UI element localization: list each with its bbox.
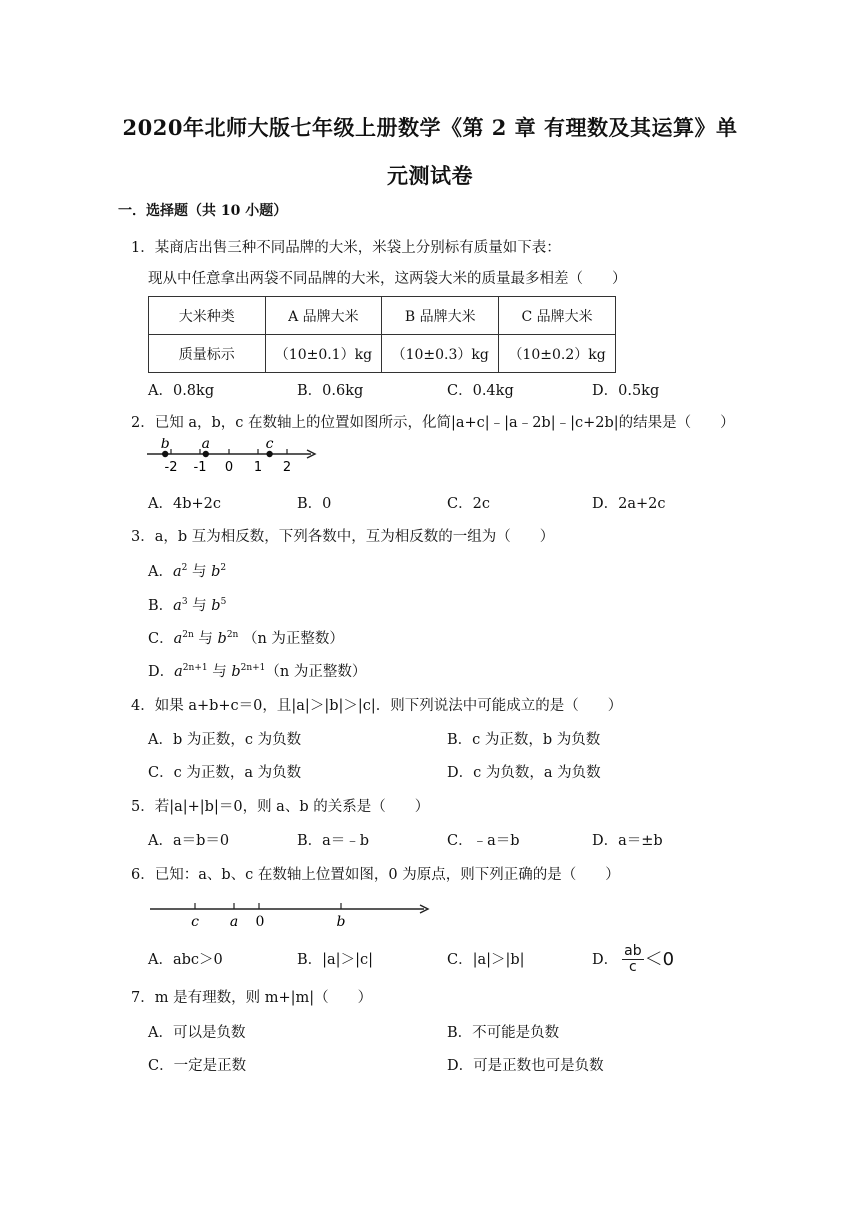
rice-table <box>148 296 616 373</box>
table-cell: （10±0.3）kg <box>382 335 499 373</box>
exponent: 2n <box>182 630 194 641</box>
q6-option-c[interactable]: C．|a|＞|b| <box>447 952 525 968</box>
q3-option-c[interactable] <box>148 629 344 649</box>
tick-label: -2 <box>164 460 178 475</box>
q5-stem: 5．若|a|+|b|＝0，则 a、b 的关系是（ ） <box>131 799 430 815</box>
exponent: 2 <box>181 563 188 574</box>
exponent: 3 <box>181 597 188 608</box>
q4-option-b[interactable]: B．c 为正数，b 为负数 <box>447 732 601 748</box>
connector: 与 <box>187 564 212 580</box>
q3-option-d[interactable] <box>148 662 366 682</box>
table-row <box>149 335 616 373</box>
less-than-zero: ＜0 <box>644 948 675 970</box>
point-label: c <box>265 438 274 452</box>
point-label: a <box>201 438 210 452</box>
table-header-row <box>149 297 616 335</box>
q7-option-d[interactable]: D．可是正数也可是负数 <box>447 1058 604 1074</box>
exponent: 2n+1 <box>240 663 266 674</box>
q5-option-a[interactable]: A．a＝b＝0 <box>148 833 230 849</box>
base: a <box>174 664 183 680</box>
table-cell: A 品牌大米 <box>265 297 382 335</box>
q6-option-a[interactable]: A．abc＞0 <box>148 952 223 968</box>
tick-label: -1 <box>193 460 207 475</box>
base: b <box>211 564 221 580</box>
q1-option-a[interactable]: A．0.8kg <box>148 383 215 399</box>
q2-option-d[interactable]: D．2a+2c <box>592 496 666 512</box>
q1-stem: 1．某商店出售三种不同品牌的大米，米袋上分别标有质量如下表： <box>131 240 561 256</box>
base: b <box>217 631 227 647</box>
q7-option-c[interactable]: C．一定是正数 <box>148 1058 247 1074</box>
point-label-c: c <box>191 914 199 930</box>
fraction-denominator: c <box>629 959 637 975</box>
option-label: D． <box>148 664 175 680</box>
base: a <box>172 564 182 580</box>
q2-number-line <box>145 438 325 478</box>
fraction-ab-over-c <box>622 944 643 975</box>
point-label-a: a <box>229 914 239 930</box>
q3-option-b[interactable] <box>148 596 226 616</box>
exponent: 2 <box>220 563 227 574</box>
fraction-numerator: ab <box>624 943 642 959</box>
exam-title-line2: 元测试卷 <box>387 163 473 188</box>
base: a <box>173 631 183 647</box>
base: b <box>231 664 241 680</box>
connector: 与 <box>187 598 212 614</box>
base: b <box>211 598 221 614</box>
q6-number-line <box>148 893 433 933</box>
q4-option-c[interactable]: C．c 为正数，a 为负数 <box>148 765 302 781</box>
q5-option-b[interactable]: B．a＝﹣b <box>297 833 370 849</box>
connector: 与 <box>193 631 218 647</box>
q4-option-a[interactable]: A．b 为正数，c 为负数 <box>148 732 302 748</box>
option-label: C． <box>148 631 174 647</box>
q1-option-d[interactable]: D．0.5kg <box>592 383 660 399</box>
point-label-b: b <box>336 914 346 930</box>
q7-option-b[interactable]: B．不可能是负数 <box>447 1025 560 1041</box>
q1-sub: 现从中任意拿出两袋不同品牌的大米，这两袋大米的质量最多相差（ ） <box>148 271 627 287</box>
q2-option-a[interactable]: A．4b+2c <box>148 496 221 512</box>
q2-option-c[interactable]: C．2c <box>447 496 490 512</box>
note: （n 为正整数） <box>265 664 367 680</box>
table-cell: 质量标示 <box>149 335 266 373</box>
q4-stem: 4．如果 a+b+c＝0，且|a|＞|b|＞|c|．则下列说法中可能成立的是（ ） <box>131 698 623 714</box>
tick-label: 1 <box>253 460 263 475</box>
table-cell: （10±0.1）kg <box>265 335 382 373</box>
tick-label: 0 <box>224 460 234 475</box>
q5-option-d[interactable]: D．a＝±b <box>592 833 663 849</box>
table-cell: C 品牌大米 <box>499 297 616 335</box>
point-label: b <box>160 438 170 452</box>
note: （n 为正整数） <box>238 631 344 647</box>
table-cell: B 品牌大米 <box>382 297 499 335</box>
exponent: 2n+1 <box>182 663 208 674</box>
q5-option-c[interactable]: C．﹣a＝b <box>447 833 520 849</box>
tick-label: 2 <box>282 460 292 475</box>
q6-option-b[interactable]: B．|a|＞|c| <box>297 952 373 968</box>
q7-option-a[interactable]: A．可以是负数 <box>148 1025 246 1041</box>
q1-option-c[interactable]: C．0.4kg <box>447 383 514 399</box>
q4-option-d[interactable]: D．c 为负数，a 为负数 <box>447 765 601 781</box>
exponent: 2n <box>226 630 239 641</box>
q3-option-a[interactable] <box>148 562 226 582</box>
q6-option-d[interactable] <box>592 944 674 975</box>
base: a <box>173 598 182 614</box>
table-cell: （10±0.2）kg <box>499 335 616 373</box>
option-label: A． <box>148 564 173 580</box>
q7-stem: 7．m 是有理数，则 m+|m|（ ） <box>131 990 373 1006</box>
exam-title-line1: 2020年北师大版七年级上册数学《第 2 章 有理数及其运算》单 <box>122 115 738 140</box>
connector: 与 <box>207 664 232 680</box>
q2-stem: 2．已知 a，b，c 在数轴上的位置如图所示，化简|a+c|﹣|a﹣2b|﹣|c+2b|的结果是（ ） <box>131 415 735 431</box>
exponent: 5 <box>220 597 227 608</box>
option-label: D． <box>592 951 619 968</box>
point-label-origin: 0 <box>255 914 265 930</box>
q2-option-b[interactable]: B．0 <box>297 496 332 512</box>
q6-stem: 6．已知：a、b、c 在数轴上位置如图，0 为原点，则下列正确的是（ ） <box>131 867 620 883</box>
table-cell: 大米种类 <box>149 297 266 335</box>
q3-stem: 3．a，b 互为相反数，下列各数中，互为相反数的一组为（ ） <box>131 529 555 545</box>
section-heading: 一．选择题（共 10 小题） <box>118 203 288 219</box>
q1-option-b[interactable]: B．0.6kg <box>297 383 364 399</box>
option-label: B． <box>148 598 174 614</box>
